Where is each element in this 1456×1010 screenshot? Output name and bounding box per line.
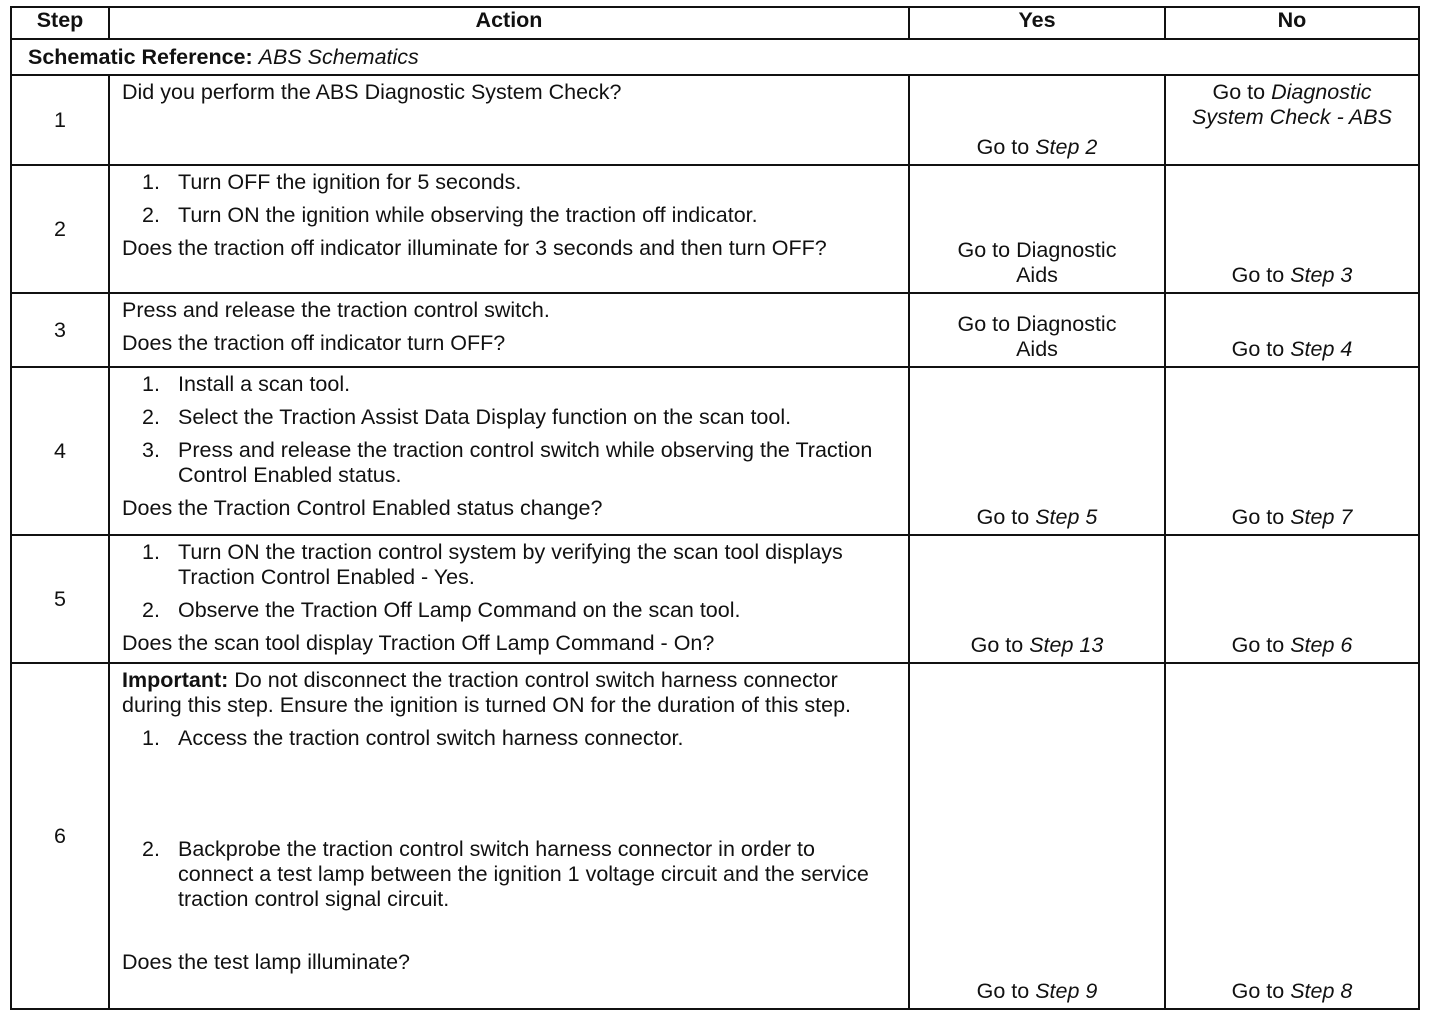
yes-prefix: Go to xyxy=(976,135,1030,159)
no-prefix: Go to xyxy=(1231,505,1285,529)
table-row xyxy=(11,367,1419,535)
action-question: Does the Traction Control Enabled status change? xyxy=(122,496,603,520)
action-cell xyxy=(109,165,909,293)
action-cell xyxy=(109,293,909,367)
item-text: Access the traction control switch harness connector. xyxy=(178,726,684,750)
yes-cell xyxy=(909,293,1165,367)
list-spacer xyxy=(122,920,896,942)
yes-cell xyxy=(909,367,1165,535)
action-list xyxy=(122,540,896,623)
action-cell xyxy=(109,367,909,535)
yes-step-link[interactable]: Step 9 xyxy=(1035,979,1098,1003)
item-text: Backprobe the traction control switch harness connector in order to connect a test lamp between the ignition 1 voltage circuit and the service traction control signal circuit. xyxy=(178,837,869,911)
header-yes: Yes xyxy=(909,7,1165,39)
no-cell xyxy=(1165,293,1419,367)
schematic-reference-label: Schematic Reference: xyxy=(28,44,253,69)
item-text: Select the Traction Assist Data Display function on the scan tool. xyxy=(178,405,792,429)
table-row xyxy=(11,663,1419,1009)
no-cell xyxy=(1165,75,1419,165)
schematic-reference-row xyxy=(11,39,1419,75)
list-item xyxy=(122,405,896,430)
item-text: Turn OFF the ignition for 5 seconds. xyxy=(178,170,522,194)
action-question: Does the test lamp illuminate? xyxy=(122,950,411,974)
yes-cell xyxy=(909,535,1165,663)
important-note xyxy=(122,668,896,718)
diagnostic-page xyxy=(10,6,1418,1010)
action-question: Does the traction off indicator turn OFF? xyxy=(122,331,506,355)
item-text: Press and release the traction control switch while observing the Traction Control Enabled status. xyxy=(178,438,873,487)
step-number: 2 xyxy=(11,165,109,293)
no-step-link[interactable]: Step 7 xyxy=(1290,505,1353,529)
item-text: Turn ON the traction control system by verifying the scan tool displays Traction Control Enabled - Yes. xyxy=(178,540,843,589)
header-no: No xyxy=(1165,7,1419,39)
item-text: Observe the Traction Off Lamp Command on the scan tool. xyxy=(178,598,741,622)
yes-cell xyxy=(909,165,1165,293)
list-item xyxy=(122,726,896,751)
no-step-link[interactable]: Step 3 xyxy=(1290,263,1353,287)
item-number: 1. xyxy=(142,726,160,750)
list-spacer xyxy=(122,759,896,829)
item-number: 2. xyxy=(142,405,160,429)
no-prefix: Go to xyxy=(1231,979,1285,1003)
important-label: Important: xyxy=(122,668,229,692)
no-cell xyxy=(1165,535,1419,663)
list-item xyxy=(122,540,896,590)
item-number: 2. xyxy=(142,598,160,622)
yes-prefix: Go to xyxy=(970,633,1024,657)
yes-cell xyxy=(909,663,1165,1009)
item-number: 1. xyxy=(142,170,160,194)
step-number: 3 xyxy=(11,293,109,367)
list-item xyxy=(122,170,896,195)
no-cell xyxy=(1165,663,1419,1009)
no-cell xyxy=(1165,367,1419,535)
no-cell xyxy=(1165,165,1419,293)
action-question: Does the scan tool display Traction Off Lamp Command - On? xyxy=(122,631,715,655)
yes-cell xyxy=(909,75,1165,165)
yes-prefix: Go to xyxy=(976,979,1030,1003)
item-number: 3. xyxy=(142,438,160,462)
step-number: 4 xyxy=(11,367,109,535)
step-number: 1 xyxy=(11,75,109,165)
no-prefix: Go to xyxy=(1231,337,1285,361)
action-instruction: Press and release the traction control switch. xyxy=(122,298,550,322)
schematic-reference-link[interactable]: ABS Schematics xyxy=(258,44,419,69)
table-row xyxy=(11,293,1419,367)
item-number: 2. xyxy=(142,837,160,861)
list-item xyxy=(122,598,896,623)
action-cell xyxy=(109,75,909,165)
no-step-link[interactable]: Step 6 xyxy=(1290,633,1353,657)
no-step-link[interactable]: Step 4 xyxy=(1290,337,1353,361)
item-number: 1. xyxy=(142,540,160,564)
action-list xyxy=(122,372,896,488)
header-row xyxy=(11,7,1419,39)
diagnostic-table xyxy=(10,6,1420,1010)
action-question: Did you perform the ABS Diagnostic System Check? xyxy=(122,80,622,104)
schematic-reference xyxy=(11,39,1419,75)
header-action: Action xyxy=(109,7,909,39)
no-prefix: Go to xyxy=(1231,633,1285,657)
list-item xyxy=(122,372,896,397)
table-row xyxy=(11,75,1419,165)
item-number: 1. xyxy=(142,372,160,396)
list-item xyxy=(122,203,896,228)
no-step-link[interactable]: Step 8 xyxy=(1290,979,1353,1003)
header-step: Step xyxy=(11,7,109,39)
step-number: 6 xyxy=(11,663,109,1009)
action-list xyxy=(122,726,896,942)
step-number: 5 xyxy=(11,535,109,663)
item-text: Install a scan tool. xyxy=(178,372,351,396)
yes-step-link[interactable]: Step 2 xyxy=(1035,135,1098,159)
yes-step-link[interactable]: Step 5 xyxy=(1035,505,1098,529)
list-item xyxy=(122,438,896,488)
item-text: Turn ON the ignition while observing the traction off indicator. xyxy=(178,203,758,227)
yes-link[interactable]: Go to Diagnostic Aids xyxy=(957,312,1117,361)
action-question: Does the traction off indicator illuminate for 3 seconds and then turn OFF? xyxy=(122,236,827,260)
no-prefix: Go to xyxy=(1231,263,1285,287)
yes-prefix: Go to xyxy=(976,505,1030,529)
action-cell xyxy=(109,663,909,1009)
no-prefix: Go to xyxy=(1212,80,1266,104)
list-item xyxy=(122,837,896,912)
important-text: Do not disconnect the traction control switch harness connector during this step. Ensure the ignition is turned ON for the duration of this step. xyxy=(122,668,852,717)
action-list xyxy=(122,170,896,228)
yes-step-link[interactable]: Step 13 xyxy=(1029,633,1104,657)
item-number: 2. xyxy=(142,203,160,227)
action-cell xyxy=(109,535,909,663)
table-row xyxy=(11,165,1419,293)
no-step-link[interactable]: Diagnostic System Check - ABS xyxy=(1192,80,1392,129)
table-row xyxy=(11,535,1419,663)
yes-link[interactable]: Go to Diagnostic Aids xyxy=(957,238,1117,287)
